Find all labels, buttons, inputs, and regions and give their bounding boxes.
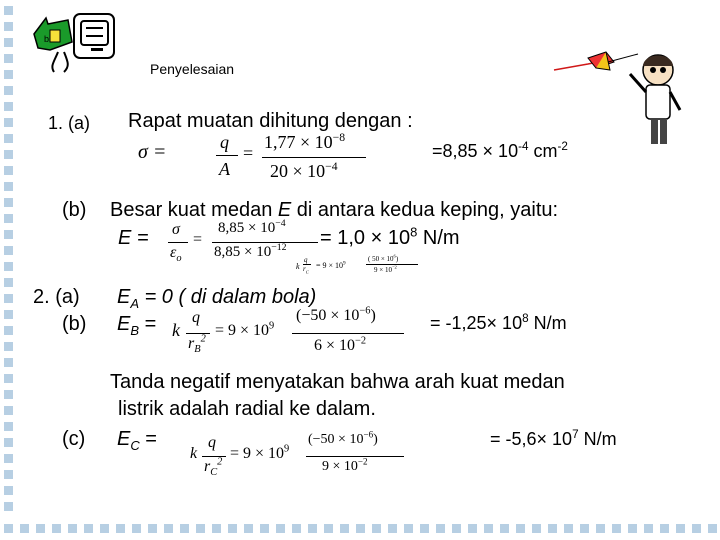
border-square [4,22,13,31]
border-square [4,374,13,383]
note-line-1: Tanda negatif menyatakan bahwa arah kuat medan [110,371,565,393]
border-square [4,134,13,143]
formula-1a-q: q [220,132,229,152]
border-square [500,524,509,533]
bottom-border-decoration [0,522,720,536]
formula-2b-q: q [192,309,200,326]
formula-2c-q: q [208,434,216,451]
border-square [4,524,13,533]
border-square [4,502,13,511]
border-square [692,524,701,533]
formula-2b-denominator: $6 \times 10^{-2}$ [314,335,367,354]
formula-1b-bar-1 [168,242,188,243]
border-square [356,524,365,533]
formula-1a-numerator: $1,77 \times 10^{-8}$ [264,131,346,152]
border-square [4,454,13,463]
formula-2b-equals: = $9 \times 10^9$ [215,320,275,339]
border-square [4,278,13,287]
border-square [4,246,13,255]
small-formula-equals: = $9 \times 10^9$ [316,260,346,270]
problem-2c-label: (c) [62,428,86,450]
border-square [340,524,349,533]
border-square [4,54,13,63]
boy-kite-clipart-icon [548,40,713,150]
problem-2b-label: (b) [62,313,87,335]
svg-text:b: b [44,34,50,44]
border-square [436,524,445,533]
border-square [388,524,397,533]
border-square [4,390,13,399]
boy-icon [630,55,680,144]
problem-1b-intro: Besar kuat medan E di antara kedua keping, yaitu: [110,199,559,221]
border-square [148,524,157,533]
border-square [84,524,93,533]
border-square [468,524,477,533]
border-square [548,524,557,533]
border-square [676,524,685,533]
border-square [4,86,13,95]
border-square [452,524,461,533]
problem-2b-result: = $-1,25\times 10^8$ N/m [430,312,567,333]
border-square [404,524,413,533]
problem-2a-number: 2. (a) [33,286,80,308]
border-square [196,524,205,533]
border-square [4,214,13,223]
note-line-2: listrik adalah radial ke dalam. [118,398,376,420]
formula-2b-bar-2 [292,333,404,334]
formula-1b-bar-2 [212,242,318,243]
mascot-clipart-icon [28,6,118,76]
small-formula-k: k [296,262,300,271]
formula-2b-bar-1 [186,333,210,334]
border-square [580,524,589,533]
problem-1a-result: $=8,85 \times 10^{-4}$ $cm^{-2}$ [432,140,568,161]
problem-1b-label: (b) [62,199,87,221]
border-square [612,524,621,533]
left-border-decoration [2,0,16,540]
border-square [4,470,13,479]
E-equals-label: E = [118,227,149,249]
border-square [4,486,13,495]
border-square [484,524,493,533]
border-square [4,118,13,127]
border-square [4,438,13,447]
E-C-equals-label: $E_C$ = [117,428,157,453]
border-square [708,524,717,533]
formula-1a-denominator: $20 \times 10^{-4}$ [270,160,338,181]
border-square [644,524,653,533]
sigma-equals-label: σ = [138,141,167,163]
border-square [228,524,237,533]
small-formula-q: q [304,256,308,264]
formula-1a-A: A [219,159,230,179]
border-square [4,182,13,191]
border-square [52,524,61,533]
formula-1a-bar-2 [262,157,366,158]
border-square [4,262,13,271]
border-square [4,310,13,319]
border-square [164,524,173,533]
border-square [308,524,317,533]
problem-1a-intro: Rapat muatan dihitung dengan : [128,110,413,132]
border-square [260,524,269,533]
formula-1b-denominator: $8,85 \times 10^{-12}$ [214,242,287,260]
border-square [372,524,381,533]
border-square [116,524,125,533]
border-square [4,422,13,431]
formula-2c-bar-2 [306,456,404,457]
problem-1a-number: 1. (a) [48,113,91,133]
kite-icon [554,52,638,70]
formula-1b-numerator: $8,85 \times 10^{-4}$ [218,218,286,236]
border-square [4,166,13,175]
formula-1b-epsilon: $\varepsilon_o$ [170,244,182,265]
problem-2c-result: = $-5,6\times 10^7$ N/m [490,428,617,449]
border-square [324,524,333,533]
border-square [36,524,45,533]
border-square [4,150,13,159]
character-icon [34,18,72,72]
border-square [628,524,637,533]
border-square [212,524,221,533]
border-square [4,326,13,335]
formula-1a-bar-1 [216,155,238,156]
border-square [516,524,525,533]
formula-2c-denominator: $9 \times 10^{-2}$ [322,456,368,474]
formula-2c-numerator: $(-50 \times 10^{-6})$ [308,429,378,447]
border-square [420,524,429,533]
small-formula-r: $r_C$ [303,265,309,275]
page-title: Penyelesaian [150,61,235,77]
border-square [4,6,13,15]
border-square [68,524,77,533]
border-square [180,524,189,533]
small-formula-denominator: $9 \times 10^{-2}$ [374,264,397,274]
border-square [4,294,13,303]
formula-1a-equals: = [243,143,254,163]
small-formula-numerator: ( $50 \times 10^6$) [368,253,399,263]
formula-2b-k: k [172,320,180,340]
border-square [564,524,573,533]
border-square [4,70,13,79]
formula-2c-equals: = $9 \times 10^9$ [230,443,290,462]
border-square [4,102,13,111]
border-square [4,406,13,415]
E-B-equals-label: $E_B$ = [117,313,157,338]
border-square [100,524,109,533]
formula-2b-numerator: $(-50 \times 10^{-6})$ [296,305,376,324]
border-square [4,358,13,367]
border-square [532,524,541,533]
border-square [292,524,301,533]
formula-2c-k: k [190,445,198,462]
formula-2c-bar-1 [202,456,226,457]
formula-1b-equals: = [193,231,203,248]
border-square [4,198,13,207]
formula-2b-r: $r_B^2$ [188,333,206,356]
computer-icon [74,14,114,58]
border-square [4,342,13,351]
problem-1b-result: = $1,0 \times 10^8$ N/m [320,224,460,249]
border-square [276,524,285,533]
border-square [660,524,669,533]
border-square [132,524,141,533]
border-square [20,524,29,533]
problem-2a-text: $E_A = 0$ ( di dalam bola) [117,286,317,311]
formula-2c-r: $r_C^2$ [204,456,223,479]
border-square [4,230,13,239]
border-square [596,524,605,533]
border-square [4,38,13,47]
border-square [244,524,253,533]
formula-1b-sigma: σ [172,221,180,238]
